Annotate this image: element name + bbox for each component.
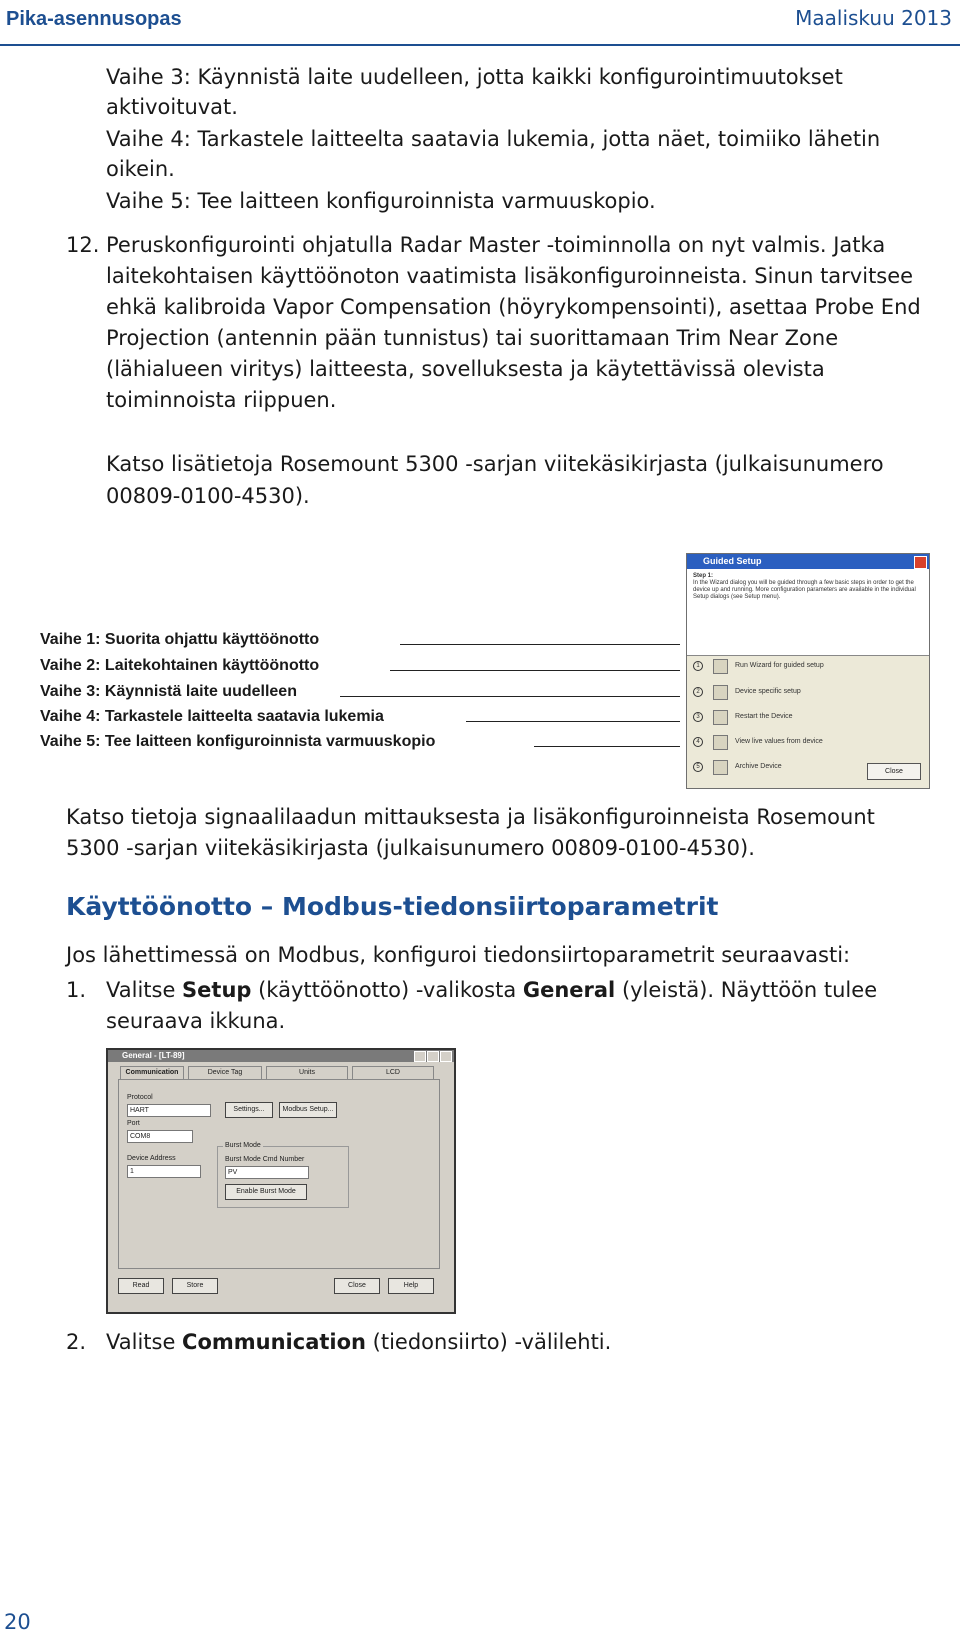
restart-icon[interactable]: [713, 710, 728, 725]
callout-step-3: Vaihe 3: Käynnistä laite uudelleen: [40, 683, 297, 700]
settings-button[interactable]: Settings...: [225, 1102, 273, 1118]
device-setup-icon[interactable]: [713, 685, 728, 700]
guided-step-row[interactable]: [693, 657, 873, 675]
callout-leader-line: [400, 644, 680, 645]
menu-name-general: General: [522, 978, 616, 1002]
item-text: ehkä kalibroida Vapor Compensation (höyrykompensointi), asettaa Probe End: [106, 295, 921, 319]
tab-communication[interactable]: Communication: [120, 1066, 184, 1079]
step-description: In the Wizard dialog you will be guided through a few basic steps in order to get the device up and running. More configuration parameters are available in the individual Setup dialogs (see Setup menu).: [693, 580, 916, 600]
guided-setup-titlebar: [687, 554, 929, 569]
section-heading: Käyttöönotto – Modbus-tiedonsiirtoparametrit: [66, 892, 719, 921]
callout-leader-line: [340, 696, 680, 697]
item-text: toiminnoista riippuen.: [106, 388, 337, 412]
step-text-part: (yleistä). Näyttöön tulee: [615, 978, 878, 1002]
guided-step-row[interactable]: [693, 758, 873, 776]
item-text: laitekohtaisen käyttöönoton vaatimista lisäkonfiguroinneista. Sinun tarvitsee: [106, 264, 914, 288]
burst-cmd-select[interactable]: PV: [225, 1166, 309, 1179]
guided-step-row[interactable]: [693, 683, 873, 701]
step-text-part: (tiedonsiirto) -välilehti.: [365, 1330, 612, 1354]
item-text: Projection (antennin pään tunnistus) tai suorittamaan Trim Near Zone: [106, 326, 839, 350]
reference-text: Katso lisätietoja Rosemount 5300 -sarjan viitekäsikirjasta (julkaisunumero: [106, 452, 884, 476]
archive-icon[interactable]: [713, 760, 728, 775]
reference-text: Katso tietoja signaalilaadun mittauksesta ja lisäkonfiguroinneista Rosemount: [66, 805, 875, 829]
protocol-field: HART: [127, 1104, 211, 1117]
step-text-part: Valitse: [106, 1330, 183, 1354]
callout-leader-line: [534, 746, 680, 747]
step-number-icon: 5: [693, 762, 703, 772]
burst-mode-group-label: Burst Mode: [225, 1142, 261, 1149]
general-dialog-titlebar: [108, 1050, 454, 1062]
item-number: 12.: [66, 233, 100, 257]
close-icon[interactable]: [914, 556, 927, 569]
close-button[interactable]: Close: [867, 763, 921, 780]
intro-line: Vaihe 4: Tarkastele laitteelta saatavia lukemia, jotta näet, toimiiko lähetin: [106, 127, 881, 151]
maximize-icon[interactable]: [427, 1051, 439, 1062]
step-number: 2.: [66, 1330, 87, 1354]
guided-step-row[interactable]: [693, 708, 873, 726]
item-text: (lähialueen viritys) laitteesta, sovelluksesta ja käytettävissä olevista: [106, 357, 825, 381]
device-address-label: Device Address: [127, 1155, 176, 1162]
modbus-setup-button[interactable]: Modbus Setup...: [279, 1102, 337, 1118]
step-number-icon: 1: [693, 661, 703, 671]
intro-line: oikein.: [106, 157, 175, 181]
burst-cmd-label: Burst Mode Cmd Number: [225, 1156, 305, 1163]
close-icon[interactable]: [440, 1051, 452, 1062]
header-date: Maaliskuu 2013: [795, 6, 952, 30]
tab-units[interactable]: Units: [266, 1066, 348, 1079]
tab-lcd[interactable]: LCD: [352, 1066, 434, 1079]
step-number-icon: 4: [693, 737, 703, 747]
step-number-icon: 2: [693, 687, 703, 697]
read-button[interactable]: Read: [118, 1278, 164, 1294]
enable-burst-mode-button[interactable]: Enable Burst Mode: [225, 1184, 307, 1200]
general-dialog-title: General - [LT-89]: [122, 1051, 185, 1060]
close-button[interactable]: Close: [334, 1278, 380, 1294]
menu-name-setup: Setup: [182, 978, 252, 1002]
intro-line: Vaihe 5: Tee laitteen konfiguroinnista varmuuskopio.: [106, 189, 656, 213]
guided-step-label: Device specific setup: [735, 688, 801, 695]
callout-leader-line: [390, 670, 680, 671]
reference-text: 00809-0100-4530).: [106, 484, 310, 508]
step-heading: Step 1:: [693, 573, 714, 579]
step-text: seuraava ikkuna.: [106, 1009, 286, 1033]
callout-step-2: Vaihe 2: Laitekohtainen käyttöönotto: [40, 657, 320, 674]
step-text: [106, 1327, 611, 1357]
step-number: 1.: [66, 978, 87, 1002]
port-field: COM8: [127, 1130, 193, 1143]
callout-step-5: Vaihe 5: Tee laitteen konfiguroinnista varmuuskopio: [40, 733, 436, 750]
step-number-icon: 3: [693, 712, 703, 722]
protocol-label: Protocol: [127, 1094, 153, 1101]
page-number: 20: [4, 1610, 31, 1634]
help-button[interactable]: Help: [388, 1278, 434, 1294]
minimize-icon[interactable]: [414, 1051, 426, 1062]
wizard-icon[interactable]: [713, 659, 728, 674]
general-dialog: [106, 1048, 456, 1314]
guided-step-row[interactable]: [693, 733, 873, 751]
header-rule: [0, 44, 960, 46]
port-label: Port: [127, 1120, 140, 1127]
guided-step-label: Restart the Device: [735, 713, 793, 720]
guided-setup-dialog: [686, 553, 930, 789]
item-text: Peruskonfigurointi ohjatulla Radar Master -toiminnolla on nyt valmis. Jatka: [106, 233, 886, 257]
callout-leader-line: [466, 721, 680, 722]
device-address-stepper[interactable]: 1: [127, 1165, 201, 1178]
intro-line: aktivoituvat.: [106, 95, 238, 119]
reference-text: 5300 -sarjan viitekäsikirjasta (julkaisunumero 00809-0100-4530).: [66, 836, 755, 860]
guided-setup-info: [687, 569, 929, 656]
communication-panel: [118, 1079, 440, 1269]
tab-name-communication: Communication: [182, 1330, 366, 1354]
step-text-part: Valitse: [106, 978, 183, 1002]
callout-step-1: Vaihe 1: Suorita ohjattu käyttöönotto: [40, 631, 320, 648]
tab-device-tag[interactable]: Device Tag: [188, 1066, 262, 1079]
intro-line: Vaihe 3: Käynnistä laite uudelleen, jotta kaikki konfigurointimuutokset: [106, 65, 843, 89]
section-intro: Jos lähettimessä on Modbus, konfiguroi tiedonsiirtoparametrit seuraavasti:: [66, 943, 851, 967]
store-button[interactable]: Store: [172, 1278, 218, 1294]
step-text-part: (käyttöönotto) -valikosta: [251, 978, 523, 1002]
step-text: [106, 975, 877, 1005]
guided-step-label: View live values from device: [735, 738, 823, 745]
tab-bar: [118, 1066, 438, 1079]
guided-setup-title: Guided Setup: [703, 556, 762, 566]
guided-step-label: Run Wizard for guided setup: [735, 662, 824, 669]
callout-step-4: Vaihe 4: Tarkastele laitteelta saatavia lukemia: [40, 708, 384, 725]
live-values-icon[interactable]: [713, 735, 728, 750]
guided-step-label: Archive Device: [735, 763, 782, 770]
header-doc-title: Pika-asennusopas: [6, 8, 182, 30]
